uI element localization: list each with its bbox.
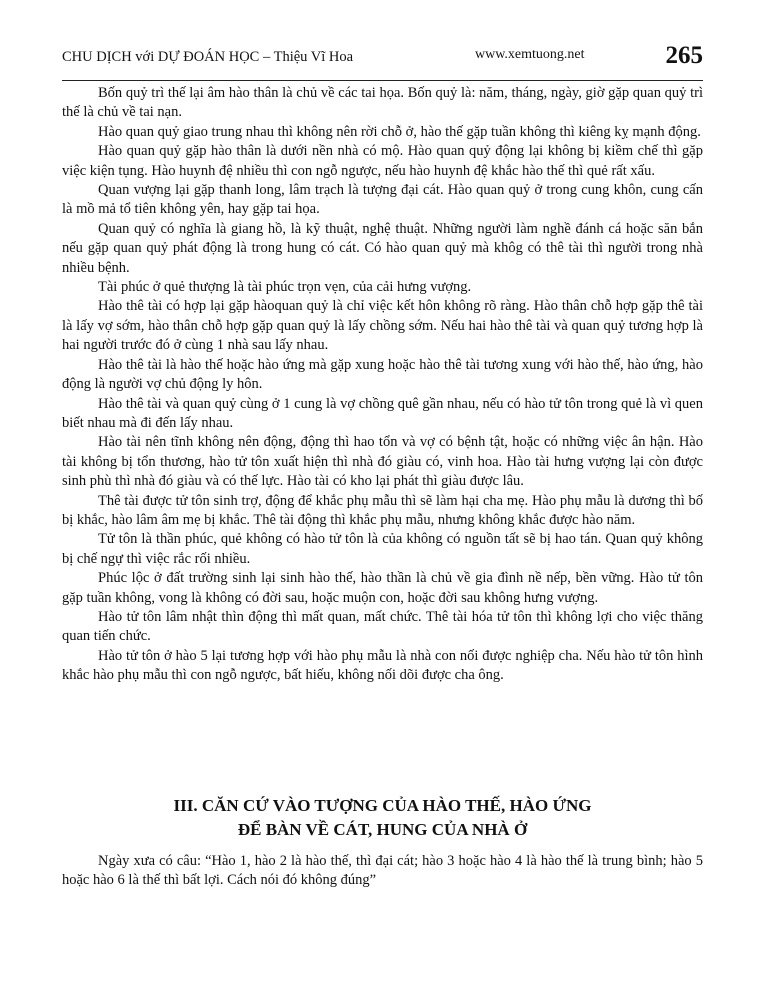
running-title: CHU DỊCH với DỰ ĐOÁN HỌC – Thiệu Vĩ Hoa xyxy=(62,49,354,65)
paragraph: Quan quỷ có nghĩa là giang hồ, là kỹ thuật, nghệ thuật. Những người làm nghề đánh cá hoặc săn bắn nếu gặp quan quỷ phát động là trong hung có cát. Có hào quan quỷ mà khôg có thê tài thì người trong nhà nhiều bệnh. xyxy=(62,220,703,276)
paragraph: Phúc lộc ở đất trường sinh lại sinh hào thế, hào thần là chủ về gia đình nề nếp, bền vững. Hào tử tôn gặp tuần không, vong là không có đời sau, hoặc muộn con, hoặc đời sau không hưng vượng. xyxy=(62,570,703,606)
paragraph: Hào tử tôn lâm nhật thìn động thì mất quan, mất chức. Thê tài hóa tử tôn thì không lợi cho việc thăng quan tiến chức. xyxy=(62,608,703,645)
section-body xyxy=(62,852,703,891)
page-header xyxy=(62,44,703,81)
body-text xyxy=(62,84,703,686)
paragraph: Tài phúc ở quẻ thượng là tài phúc trọn vẹn, của cải hưng vượng. xyxy=(98,279,472,296)
paragraph: Quan vượng lại gặp thanh long, lâm trạch là tượng đại cát. Hào quan quỷ ở trong cung khôn, cung cấn là mồ mả tổ tiên không yên, hay gặp tai họa. xyxy=(62,182,703,218)
website-url: www.xemtuong.net xyxy=(475,47,585,62)
paragraph: Hào thê tài và quan quỷ cùng ở 1 cung là vợ chồng quê gần nhau, nếu có hào tử tôn trong quẻ là vì quen biết nhau mà đi đến lấy nhau. xyxy=(62,395,703,431)
section-heading xyxy=(62,794,703,842)
paragraph: Tử tôn là thần phúc, quẻ không có hào tử tôn là của không có nguồn tất sẽ bị hao tán. Quan quỷ không bị chế ngự thì việc rắc rối nhiều. xyxy=(62,531,703,567)
paragraph: Hào quan quỷ gặp hào thân là dưới nền nhà có mộ. Hào quan quỷ động lại không bị kiềm chế thì gặp việc kiện tụng. Hào huynh đệ nhiều thì con ngỗ ngược, nếu hào huynh đệ khắc hào thế thì quẻ rất xấu. xyxy=(62,143,703,179)
paragraph: Hào quan quỷ giao trung nhau thì không nên rời chỗ ở, hào thế gặp tuần không thì kiêng kỵ mạnh động. xyxy=(98,123,701,140)
paragraph: Hào tài nên tĩnh không nên động, động thì hao tổn và vợ có bệnh tật, hoặc có những việc ân hận. Hào tài không bị tổn thương, hào tử tôn xuất hiện thì nhà đó giàu có, vinh hoa. Hào tài hưng vượng lại còn được sinh phù thì nhà đó giàu và có thế lực. Hào tài có kho lại phát thì giàu được lâu. xyxy=(62,434,703,490)
paragraph: Thê tài được tử tôn sinh trợ, động để khắc phụ mẫu thì sẽ làm hại cha mẹ. Hào phụ mẫu là dương thì bố bị khắc, hào lâm âm mẹ bị khắc. Thê tài động thì khắc phụ mẫu, nhưng không khắc được hào năm. xyxy=(62,492,703,528)
paragraph: Ngày xưa có câu: “Hào 1, hào 2 là hào thế, thì đại cát; hào 3 hoặc hào 4 là hào thế là trung bình; hào 5 hoặc hào 6 là thế thì bất lợi. Cách nói đó không đúng” xyxy=(62,853,703,889)
paragraph: Hào tử tôn ở hào 5 lại tương hợp với hào phụ mẫu là nhà con nối được nghiệp cha. Nếu hào tử tôn hình khắc hào phụ mẫu thì con ngỗ ngược, bất hiếu, không nối dõi được cha ông. xyxy=(62,647,703,684)
paragraph: Hào thê tài có hợp lại gặp hàoquan quỷ là chỉ việc kết hôn không rõ ràng. Hào thân chỗ hợp gặp thê tài là lấy vợ sớm, hào thân chỗ hợp gặp quan quỷ là lấy chồng sớm. Nếu hai hào thê tài và quan quỷ tương hợp là hai người trước đó ở cùng 1 nhà sau lấy nhau. xyxy=(62,298,703,354)
section-heading-line-2: ĐỂ BÀN VỀ CÁT, HUNG CỦA NHÀ Ở xyxy=(237,820,528,839)
page-number: 265 xyxy=(665,42,703,69)
paragraph: Hào thê tài là hào thế hoặc hào ứng mà gặp xung hoặc hào thê tài tương xung với hào thế, hào ứng, hào động là người vợ chủ động ly hôn. xyxy=(62,356,703,393)
paragraph: Bốn quỷ trì thế lại âm hào thân là chủ về các tai họa. Bốn quỷ là: năm, tháng, ngày, giờ gặp quan quỷ trì thế là chủ về tai nạn. xyxy=(62,85,703,121)
section-heading-line-1: III. CĂN CỨ VÀO TƯỢNG CỦA HÀO THẾ, HÀO ỨNG xyxy=(173,796,592,815)
